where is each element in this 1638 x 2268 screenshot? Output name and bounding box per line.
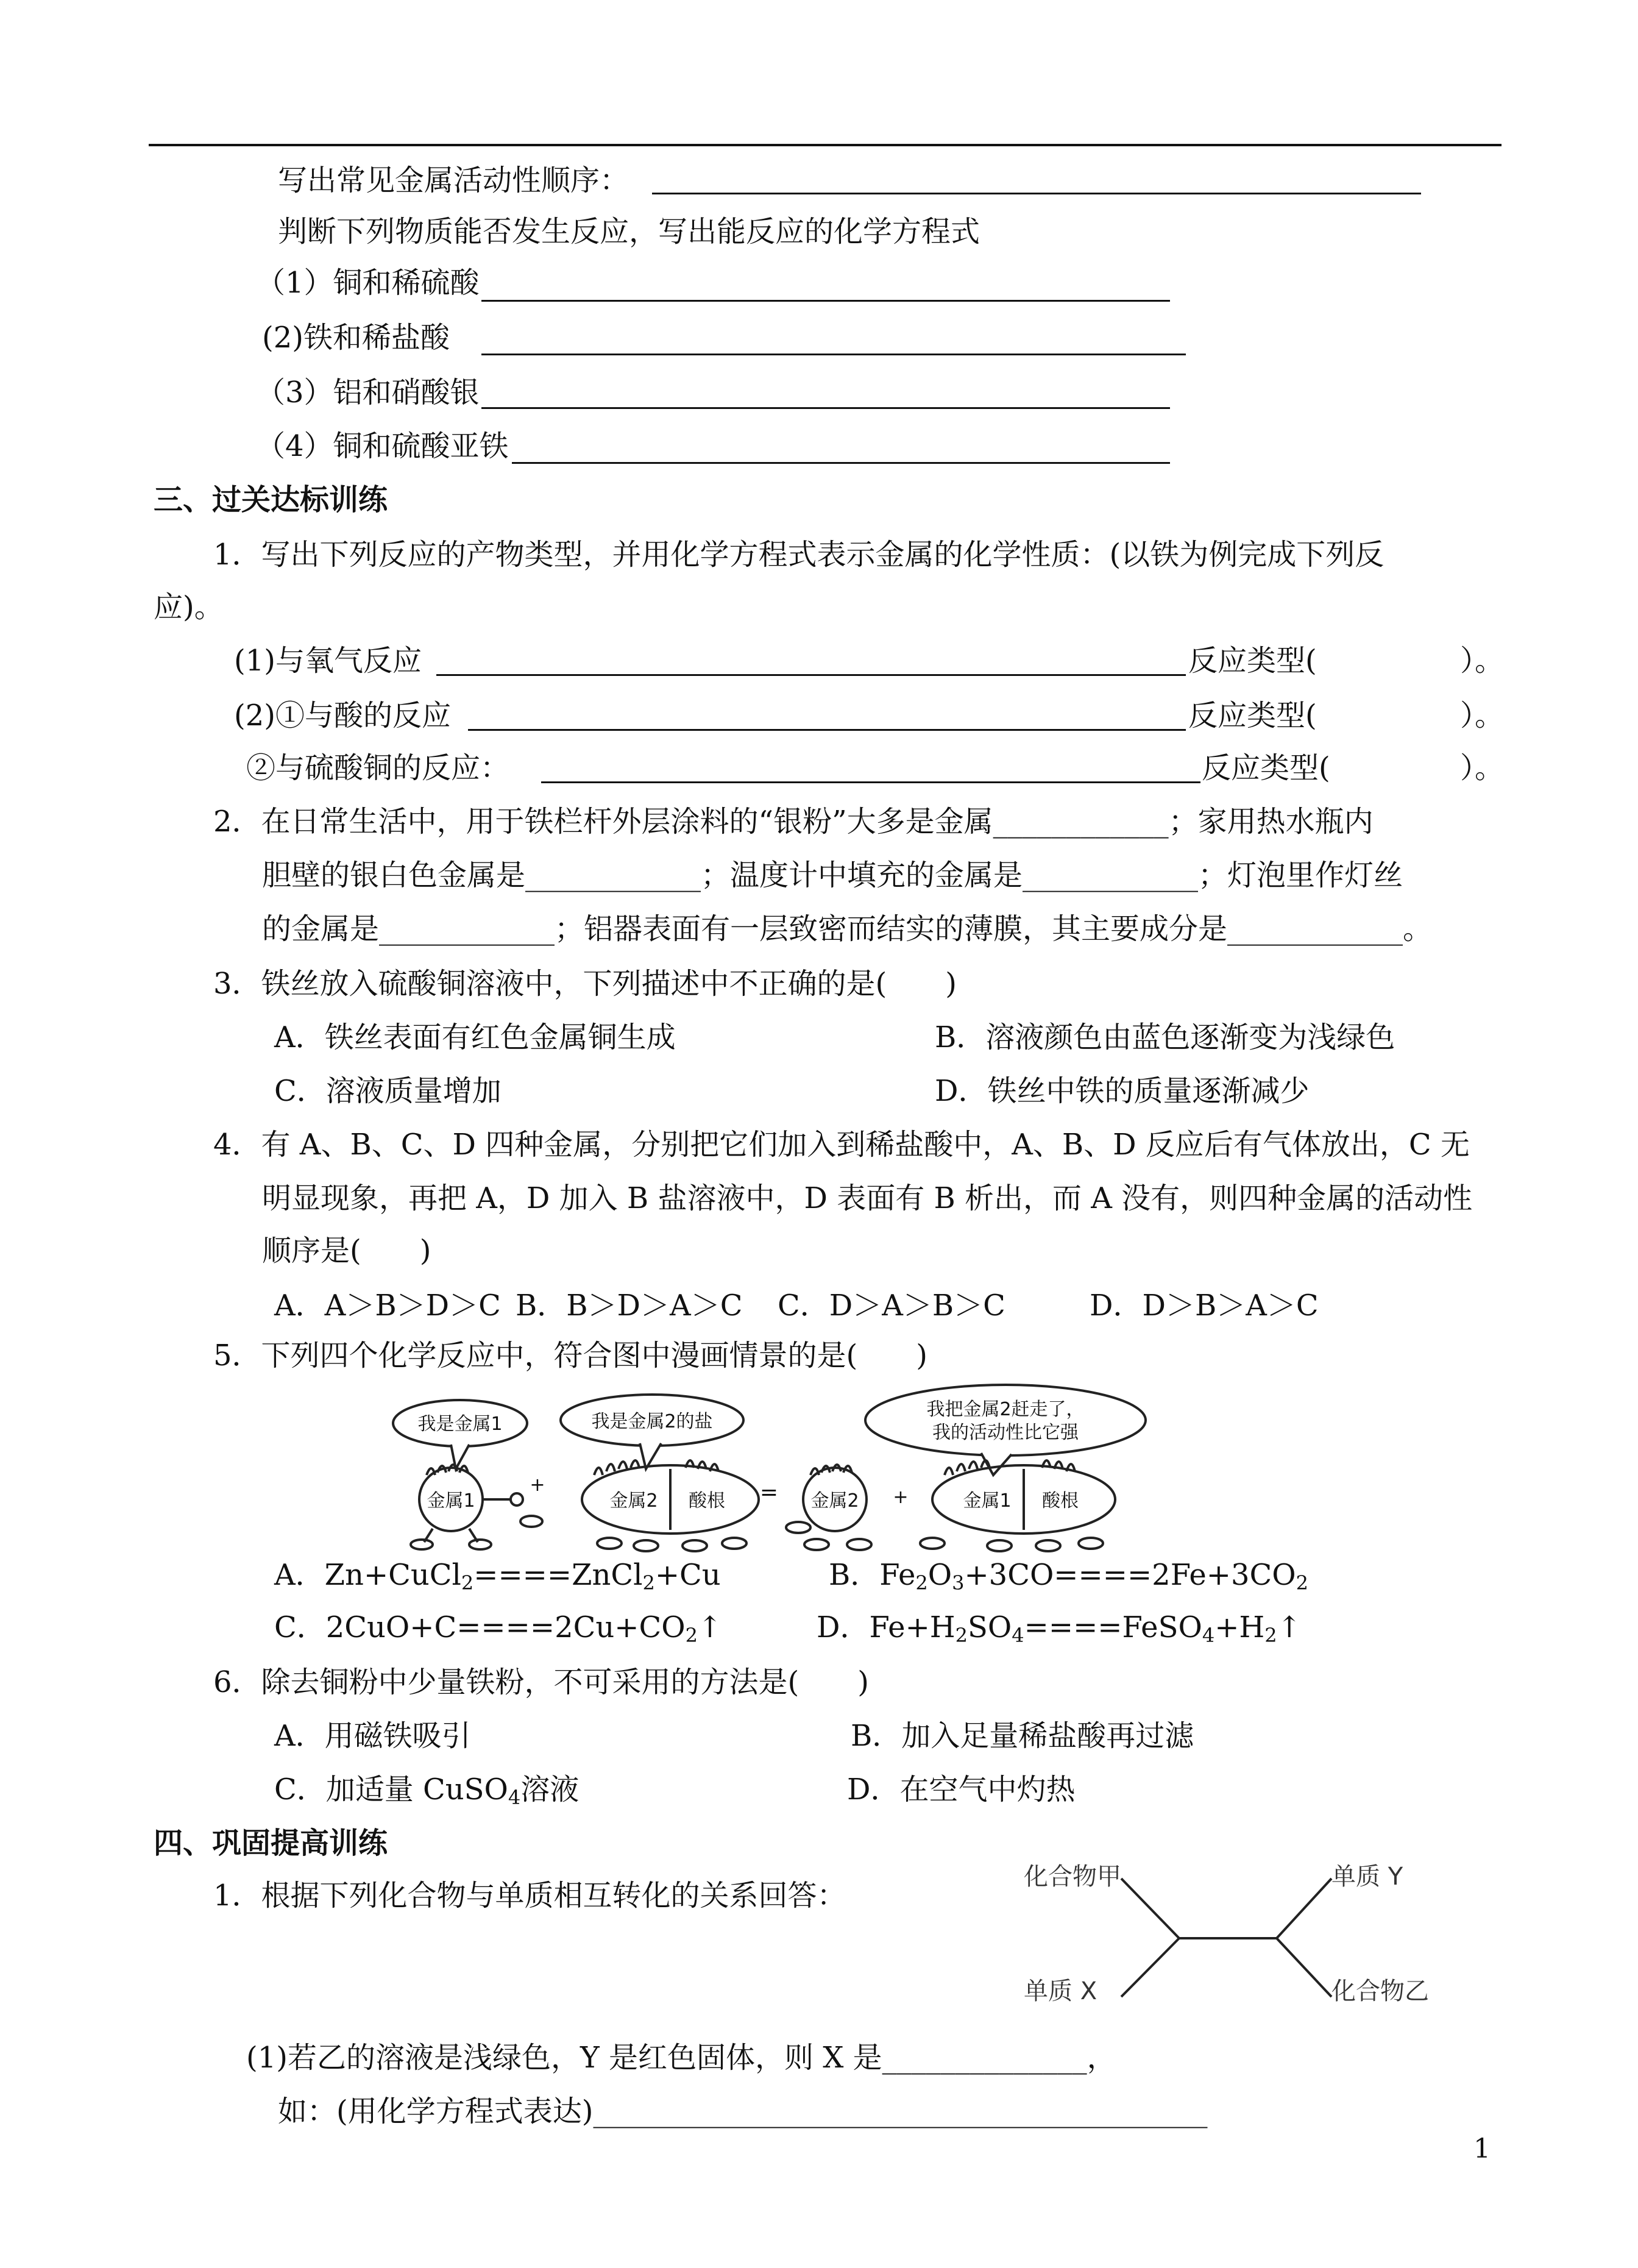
answer-blank[interactable]: [541, 781, 1200, 783]
plus-sign: +: [893, 1487, 909, 1508]
q5-option-a[interactable]: A．Zn+CuCl$_2$====ZnCl$_2$+Cu: [274, 1558, 721, 1594]
q2-line2: 胆壁的银白色金属是____________；温度计中填充的金属是____________；灯泡里作灯丝: [262, 858, 1403, 892]
q5-stem: 5．下列四个化学反应中，符合图中漫画情景的是( ): [213, 1338, 927, 1373]
q6-option-d[interactable]: D．在空气中灼热: [847, 1772, 1076, 1807]
q1-part-a: (1)与氧气反应: [234, 644, 422, 678]
speech-bubble-3: [865, 1385, 1146, 1456]
reaction-item-2: (2)铁和稀盐酸: [262, 321, 450, 355]
equals-sign: =: [759, 1480, 779, 1505]
compound-yi-label: 化合物乙: [1331, 1977, 1429, 2005]
answer-blank[interactable]: [481, 354, 1186, 355]
reaction-type-label: 反应类型(: [1188, 644, 1317, 678]
q1-line2: 应)。: [154, 590, 224, 624]
answer-blank[interactable]: [436, 674, 1186, 676]
plus-sign: +: [530, 1474, 545, 1496]
q6-stem: 6．除去铜粉中少量铁粉，不可采用的方法是( ): [213, 1665, 869, 1699]
acid-root-label: 酸根: [1042, 1490, 1079, 1512]
q3-option-d[interactable]: D．铁丝中铁的质量逐渐减少: [935, 1074, 1310, 1108]
q6-option-b[interactable]: B．加入足量稀盐酸再过滤: [851, 1719, 1194, 1753]
metal2-label: 金属2: [609, 1490, 658, 1512]
reaction-item-4: （4）铜和硫酸亚铁: [256, 429, 509, 463]
q4-line2: 明显现象，再把 A，D 加入 B 盐溶液中，D 表面有 B 析出，而 A 没有，则四种金属的活动性: [262, 1181, 1473, 1215]
s4-sub1: (1)若乙的溶液是浅绿色，Y 是红色固体，则 X 是______________，: [246, 2041, 1116, 2075]
q6-option-c[interactable]: C．加适量 CuSO$_4$溶液: [274, 1772, 580, 1809]
q4-line3: 顺序是( ): [262, 1234, 431, 1268]
bubble3-line1: 我把金属2赶走了，: [926, 1399, 1085, 1420]
q6-option-a[interactable]: A．用磁铁吸引: [274, 1719, 471, 1753]
bubble2-text: 我是金属2的盐: [591, 1411, 713, 1432]
q3-option-b[interactable]: B．溶液颜色由蓝色逐渐变为浅绿色: [935, 1020, 1395, 1054]
q3-stem: 3．铁丝放入硫酸铜溶液中，下列描述中不正确的是( ): [213, 967, 957, 1001]
q2-line1: 2．在日常生活中，用于铁栏杆外层涂料的“银粉”大多是金属____________；家用热水瓶内: [213, 805, 1374, 839]
s4-q1: 1．根据下列化合物与单质相互转化的关系回答：: [213, 1879, 846, 1913]
element-x-label: 单质 X: [1024, 1977, 1097, 2005]
section-heading-4: 四、巩固提高训练: [154, 1826, 388, 1860]
reaction-item-1: （1）铜和稀硫酸: [256, 266, 480, 300]
element-y-label: 单质 Y: [1331, 1863, 1403, 1891]
reaction-type-end: ）。: [1460, 644, 1505, 678]
q3-option-c[interactable]: C．溶液质量增加: [274, 1074, 502, 1108]
page-number: 1: [1473, 2133, 1491, 2164]
q1-part-b: (2)①与酸的反应: [234, 699, 451, 733]
reaction-type-end: ）。: [1460, 699, 1505, 733]
metal1-label: 金属1: [427, 1490, 475, 1512]
section-heading-3: 三、过关达标训练: [154, 483, 388, 517]
activity-order-label: 写出常见金属活动性顺序：: [278, 163, 629, 197]
compound-element-diagram: [999, 1853, 1462, 2036]
answer-blank[interactable]: [481, 300, 1170, 302]
answer-blank[interactable]: [468, 729, 1186, 731]
answer-blank[interactable]: [512, 462, 1170, 464]
q4-option-b[interactable]: B．B＞D＞A＞C: [516, 1289, 743, 1323]
q2-line3: 的金属是____________；铝器表面有一层致密而结实的薄膜，其主要成分是____________。: [262, 912, 1433, 946]
compound-jia-label: 化合物甲: [1024, 1863, 1121, 1891]
reaction-type-end: ）。: [1460, 751, 1505, 785]
q3-option-a[interactable]: A．铁丝表面有红色金属铜生成: [274, 1020, 676, 1054]
q5-option-b[interactable]: B．$Fe_2O_3+3CO====2Fe+3CO_2$: [829, 1558, 1308, 1594]
metal1-label: 金属1: [963, 1490, 1012, 1512]
q4-option-c[interactable]: C．D＞A＞B＞C: [778, 1289, 1005, 1323]
answer-blank[interactable]: [652, 193, 1421, 194]
reaction-type-label: 反应类型(: [1188, 699, 1317, 733]
q1-line1: 1．写出下列反应的产物类型，并用化学方程式表示金属的化学性质：(以铁为例完成下列反: [213, 538, 1384, 572]
q5-option-c[interactable]: C．$2CuO+C====2Cu+CO_2↑$: [274, 1610, 723, 1647]
header-rule: [149, 144, 1502, 146]
bubble3-line2: 我的活动性比它强: [932, 1422, 1079, 1443]
metal2-label: 金属2: [810, 1490, 859, 1512]
q4-option-a[interactable]: A．A＞B＞D＞C: [274, 1289, 501, 1323]
q1-part-c: ②与硫酸铜的反应：: [246, 751, 510, 785]
bubble1-text: 我是金属1: [417, 1413, 503, 1435]
acid-root-label: 酸根: [689, 1490, 725, 1512]
q5-option-d[interactable]: D．$Fe+H_2SO_4====FeSO_4+H_2↑$: [817, 1610, 1302, 1647]
s4-sub1-equation: 如：(用化学方程式表达)__________________________________________: [278, 2094, 1208, 2128]
q4-option-d[interactable]: D．D＞B＞A＞C: [1090, 1289, 1319, 1323]
reaction-item-3: （3）铝和硝酸银: [256, 375, 480, 410]
answer-blank[interactable]: [481, 407, 1170, 409]
reaction-type-label: 反应类型(: [1202, 751, 1330, 785]
q4-line1: 4．有 A、B、C、D 四种金属，分别把它们加入到稀盐酸中，A、B、D 反应后有气体放出，C 无: [213, 1128, 1470, 1162]
metal-displacement-cartoon: [384, 1384, 1200, 1554]
judge-instruction: 判断下列物质能否发生反应，写出能反应的化学方程式: [278, 215, 980, 249]
